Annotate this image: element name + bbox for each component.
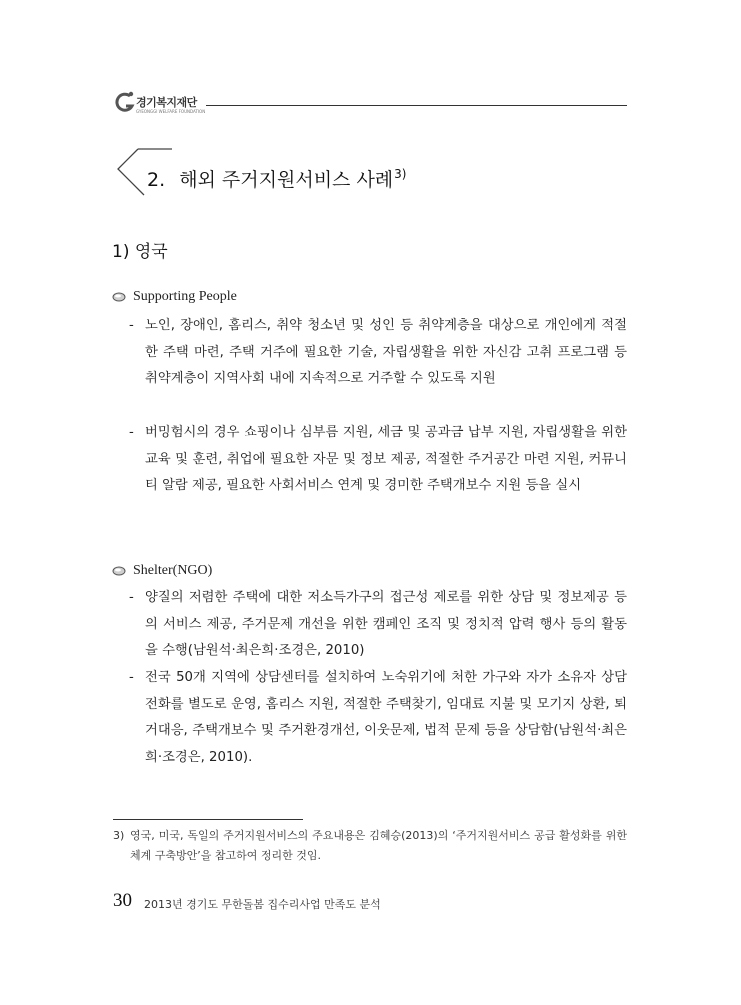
round-bullet-icon (112, 292, 126, 302)
report-title: 2013년 경기도 무한돌봄 집수리사업 만족도 분석 (144, 898, 381, 911)
list-item (129, 313, 627, 393)
logo-subtitle: GYEONGGI WELFARE FOUNDATION (136, 109, 206, 114)
logo-name: 경기복지재단 (136, 96, 197, 109)
dash-marker: - (129, 590, 134, 605)
subsection-title: 1) 영국 (112, 242, 168, 262)
footnote-reference: 3) (394, 167, 407, 181)
footnote-rule (113, 819, 303, 820)
list-item-text: 양질의 저렴한 주택에 대한 저소득가구의 접근성 제로를 위한 상담 및 정보제공 등의 서비스 제공, 주거문제 개선을 위한 캠페인 조직 및 정치적 압력 행사 등의 활동을 수행(남원석·최은희·조경은, 2010) (145, 590, 627, 659)
footnote-text: 영국, 미국, 독일의 주거지원서비스의 주요내용은 김혜승(2013)의 ‘주거지원서비스 공급 활성화를 위한 체계 구축방안’을 참고하여 정리한 것임. (130, 829, 627, 862)
section-title (147, 165, 407, 192)
list-item (129, 420, 627, 500)
dash-marker: - (129, 318, 134, 333)
section-number: 2. (147, 169, 166, 191)
footnote (113, 826, 627, 866)
list-item (129, 665, 627, 771)
list-item-text: 버밍험시의 경우 쇼핑이나 심부름 지원, 세금 및 공과금 납부 지원, 자립생활을 위한 교육 및 훈련, 취업에 필요한 자문 및 정보 제공, 적절한 주거공간 마련 지원, 커뮤니티 알람 제공, 필요한 사회서비스 연계 및 경미한 주택개보수 지원 등을 실시 (145, 425, 627, 494)
dash-marker: - (129, 425, 134, 440)
footnote-number: 3) (113, 829, 125, 842)
round-bullet-icon (112, 566, 126, 576)
list-item-text: 전국 50개 지역에 상담센터를 설치하여 노숙위기에 처한 가구와 자가 소유자 상담전화를 별도로 운영, 홈리스 지원, 적절한 주택찾기, 임대료 지불 및 모기지 상환, 퇴거대응, 주택개보수 및 주거환경개선, 이웃문제, 법적 문제 등을 상담함(남원석·최은희·조경은, 2010). (145, 670, 627, 765)
bullet-label: Supporting People (133, 289, 237, 304)
dash-marker: - (129, 670, 134, 685)
header-rule (206, 105, 627, 106)
page-number: 30 (113, 890, 132, 911)
bullet-label: Shelter(NGO) (133, 563, 213, 578)
list-item (129, 585, 627, 665)
foundation-logo (112, 90, 222, 126)
list-item-text: 노인, 장애인, 홈리스, 취약 청소년 및 성인 등 취약계층을 대상으로 개인에게 적절한 주택 마련, 주택 거주에 필요한 기술, 자립생활을 위한 자신감 고취 프로그램 등 취약계층이 지역사회 내에 지속적으로 거주할 수 있도록 지원 (145, 318, 627, 387)
section-title-text: 해외 주거지원서비스 사례 (179, 169, 394, 191)
foundation-logo-icon (112, 90, 138, 116)
